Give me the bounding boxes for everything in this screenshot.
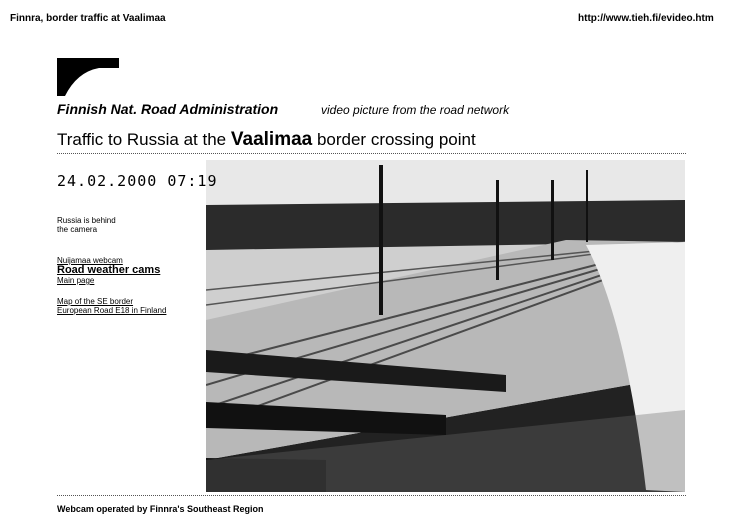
headline-suffix: border crossing point <box>316 130 476 149</box>
camera-timestamp: 24.02.2000 07:19 <box>57 172 218 190</box>
tagline: video picture from the road network <box>321 103 510 117</box>
nuijamaa-webcam-link[interactable]: Nuijamaa webcam <box>57 256 123 265</box>
headline-prefix: Traffic to Russia at the <box>57 130 227 149</box>
sidebar-links <box>57 256 160 285</box>
main-page-link[interactable]: Main page <box>57 276 95 285</box>
org-name: Finnish Nat. Road Administration <box>57 101 279 117</box>
road-weather-cams-link[interactable]: Road weather cams <box>57 264 161 276</box>
camera-note-line1: Russia is behind <box>57 216 116 225</box>
sidebar-map-links <box>57 297 166 315</box>
headline-place: Vaalimaa <box>230 129 313 150</box>
page-url: http://www.tieh.fi/evideo.htm <box>578 13 714 24</box>
webcam-image <box>206 160 685 492</box>
page-headline <box>57 129 476 151</box>
finnra-logo <box>57 58 119 96</box>
road-e18-link[interactable]: European Road E18 in Finland <box>57 306 167 315</box>
se-border-map-link[interactable]: Map of the SE border <box>57 297 134 306</box>
camera-note <box>57 216 177 234</box>
top-divider <box>57 153 686 154</box>
bottom-divider <box>57 495 686 496</box>
camera-note-line2: the camera <box>57 225 98 234</box>
document-title: Finnra, border traffic at Vaalimaa <box>10 13 166 24</box>
footer-text: Webcam operated by Finnra's Southeast Region <box>57 504 264 514</box>
